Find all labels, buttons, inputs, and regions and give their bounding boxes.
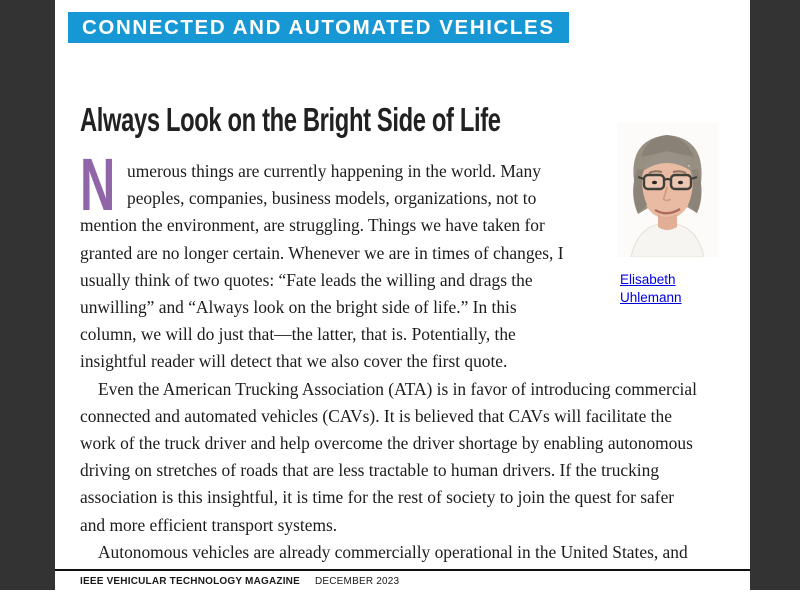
footer-rule: [55, 569, 750, 571]
footer-magazine-name: IEEE VEHICULAR TECHNOLOGY MAGAZINE: [80, 576, 300, 587]
footer-issue-date: DECEMBER 2023: [314, 576, 400, 587]
article-body: [80, 143, 700, 566]
right-margin-panel: [750, 0, 800, 590]
paragraph-1: [80, 143, 700, 376]
paragraph-1-text: umerous things are currently happening in the world. Many peoples, companies, business models, organizations, not to mention the environment, are struggling. Things we have taken for granted are no longer certain. Whenever we are in times of changes, I usually think of two quotes: “Fate leads the willing and drags the unwilling” and “Always look on the bright side of life.” In this column, we will do just that—the latter, that is. Potentially, the insightful reader will detect that we also cover the first quote.: [80, 161, 564, 372]
dropcap-letter: N: [80, 143, 116, 226]
photo-wrap-spacer: [572, 158, 700, 322]
magazine-page: [55, 0, 750, 600]
article-content: [55, 0, 750, 570]
left-margin-panel: [0, 0, 55, 590]
article-title: Always Look on the Bright Side of Life: [80, 101, 501, 138]
paragraph-2: Even the American Trucking Association (ATA) is in favor of introducing commercial connected and automated vehicles (CAVs). It is believed that CAVs will facilitate the work of the truck driver and help overcome the driver shortage by enabling autonomous driving on stretches of roads that are less tractable to human drivers. If the trucking association is this insightful, it is time for the rest of society to join the quest for safer and more efficient transport systems.: [80, 378, 697, 535]
section-banner: CONNECTED AND AUTOMATED VEHICLES: [68, 12, 569, 43]
paragraph-3-clipped: Autonomous vehicles are already commercially operational in the United States, and: [98, 541, 688, 562]
author-link[interactable]: Elisabeth Uhlemann: [620, 272, 682, 305]
page-footer: [80, 576, 399, 587]
